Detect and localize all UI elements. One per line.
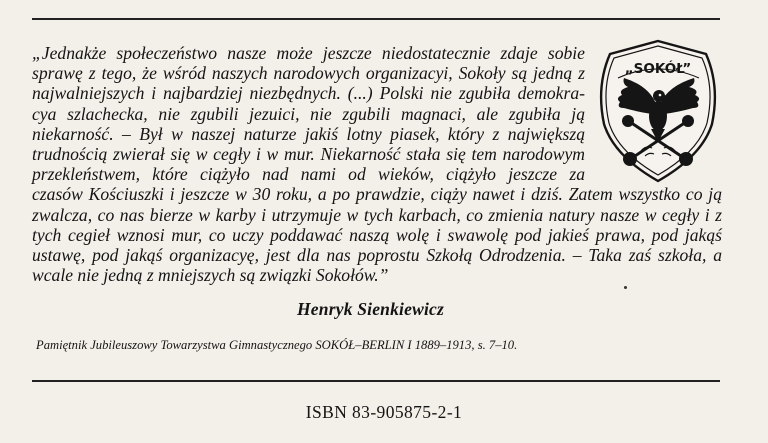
emblem-label: „SOKÓŁ”	[624, 61, 692, 77]
quote-line: niekarność. – Był w naszej naturze jakiś lotny piasek, który z największą	[32, 123, 585, 144]
source-citation: Pamiętnik Jubileuszowy Towarzystwa Gimnastycznego SOKÓŁ–BERLIN I 1889–1913, s. 7–10.	[36, 338, 518, 352]
bottom-rule	[32, 380, 720, 382]
speck-mark	[624, 286, 627, 289]
isbn-text: ISBN 83-905875-2-1	[305, 402, 463, 422]
quote-line: czasów Kościuszki i jeszcze w 30 roku, a po prawdzie, ciąży nawet i dziś. Zatem wszystko co ją	[32, 184, 722, 205]
quote-line: sprawę z tego, że wśród naszych narodowych organizacyi, Sokoły są jedną z	[32, 63, 585, 84]
top-rule	[32, 18, 720, 20]
quote-line: zwalcza, co nas bierze w karby i utrzymuje w tych karbach, co zmienia natury nasze w cegły i z	[32, 204, 722, 225]
quote-line: cya szlachecka, nie zgubili jezuici, nie zgubili magnaci, ale zgubiła ją	[32, 103, 585, 124]
quote-line: przekleństwem, które ciążyło nad nami od wieków, ciążyło jeszcze za	[32, 164, 585, 185]
quote-line: tych cegieł wznosi mur, co uczy poddawać naszą wolę i swawolę pod jakieś prawa, pod jakąś	[32, 224, 722, 245]
sokol-emblem-icon	[594, 38, 723, 184]
quote-line: wcale nie jedną z mniejszych są związki Sokołów.”	[32, 265, 389, 286]
author-signature: Henryk Sienkiewicz	[297, 299, 445, 319]
quote-line: „Jednakże społeczeństwo nasze może jeszcze niedostatecznie zdaje sobie	[32, 43, 585, 63]
quote-line: najwalniejszych i najbardziej niezbędnych. (...) Polski nie zgubiła demokra-	[32, 83, 585, 104]
quote-line: ustawę, pod jakąś organizacyę, jest dla nas poprostu Szkołą Odrodzenia. – Taka zaś szkoła, a	[32, 245, 722, 266]
quote-line: trudnością zwierał się w cegły i w mur. Niekarność stała się tem narodowym	[32, 144, 585, 165]
